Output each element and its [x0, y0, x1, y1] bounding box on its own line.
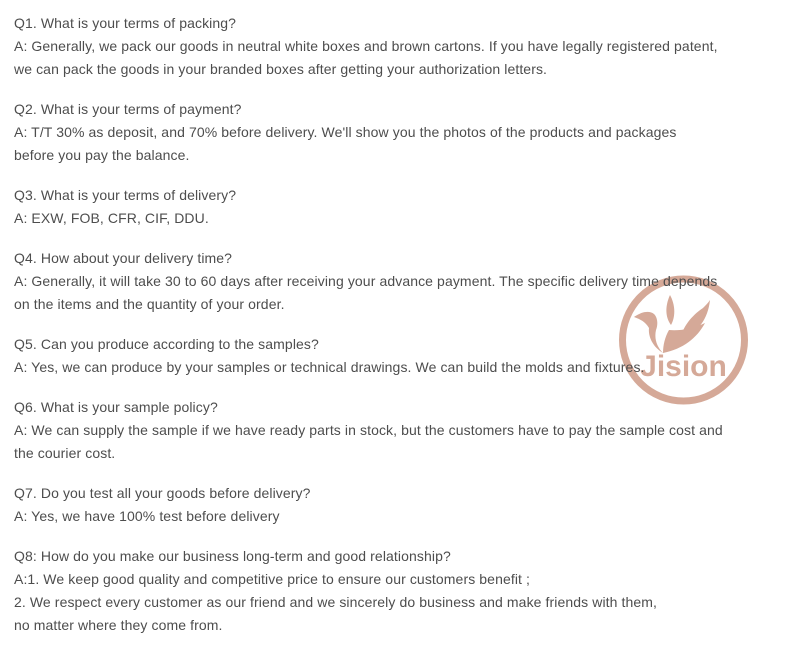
faq-block-q2: [14, 98, 789, 167]
faq-question: Q4. How about your delivery time?: [14, 250, 233, 266]
faq-block-q6: [14, 396, 789, 465]
faq-question: Q6. What is your sample policy?: [14, 399, 218, 415]
faq-answer-line: 2. We respect every customer as our friend and we sincerely do business and make friends with them,: [14, 594, 658, 610]
faq-answer-line: A: T/T 30% as deposit, and 70% before delivery. We'll show you the photos of the products and packages: [14, 124, 677, 140]
faq-question: Q5. Can you produce according to the samples?: [14, 336, 319, 352]
faq-question: Q7. Do you test all your goods before delivery?: [14, 485, 311, 501]
faq-answer-line: A: Yes, we have 100% test before delivery: [14, 508, 280, 524]
faq-answer-line: A: Yes, we can produce by your samples or technical drawings. We can build the molds and fixtures.: [14, 359, 645, 375]
faq-question: Q3. What is your terms of delivery?: [14, 187, 237, 203]
faq-answer-line: A: Generally, it will take 30 to 60 days after receiving your advance payment. The specific delivery time depends: [14, 273, 718, 289]
faq-answer-line: A: Generally, we pack our goods in neutral white boxes and brown cartons. If you have legally registered patent,: [14, 38, 718, 54]
faq-block-q3: [14, 184, 789, 230]
faq-question: Q2. What is your terms of payment?: [14, 101, 242, 117]
faq-block-q7: [14, 482, 789, 528]
faq-answer-line: before you pay the balance.: [14, 147, 190, 163]
faq-question: Q8: How do you make our business long-term and good relationship?: [14, 548, 451, 564]
faq-block-q8: [14, 545, 789, 637]
faq-answer-line: A: We can supply the sample if we have ready parts in stock, but the customers have to pay the sample cost and: [14, 422, 723, 438]
faq-list: [14, 12, 789, 646]
faq-block-q4: [14, 247, 789, 316]
faq-block-q1: [14, 12, 789, 81]
faq-answer-line: we can pack the goods in your branded boxes after getting your authorization letters.: [14, 61, 548, 77]
faq-block-q5: [14, 333, 789, 379]
faq-answer-line: A:1. We keep good quality and competitive price to ensure our customers benefit ;: [14, 571, 531, 587]
faq-answer-line: no matter where they come from.: [14, 617, 223, 633]
faq-answer-line: on the items and the quantity of your order.: [14, 296, 285, 312]
faq-answer-line: A: EXW, FOB, CFR, CIF, DDU.: [14, 210, 209, 226]
faq-question: Q1. What is your terms of packing?: [14, 15, 237, 31]
logo-brand-text: Jision: [640, 350, 727, 383]
faq-answer-line: the courier cost.: [14, 445, 116, 461]
